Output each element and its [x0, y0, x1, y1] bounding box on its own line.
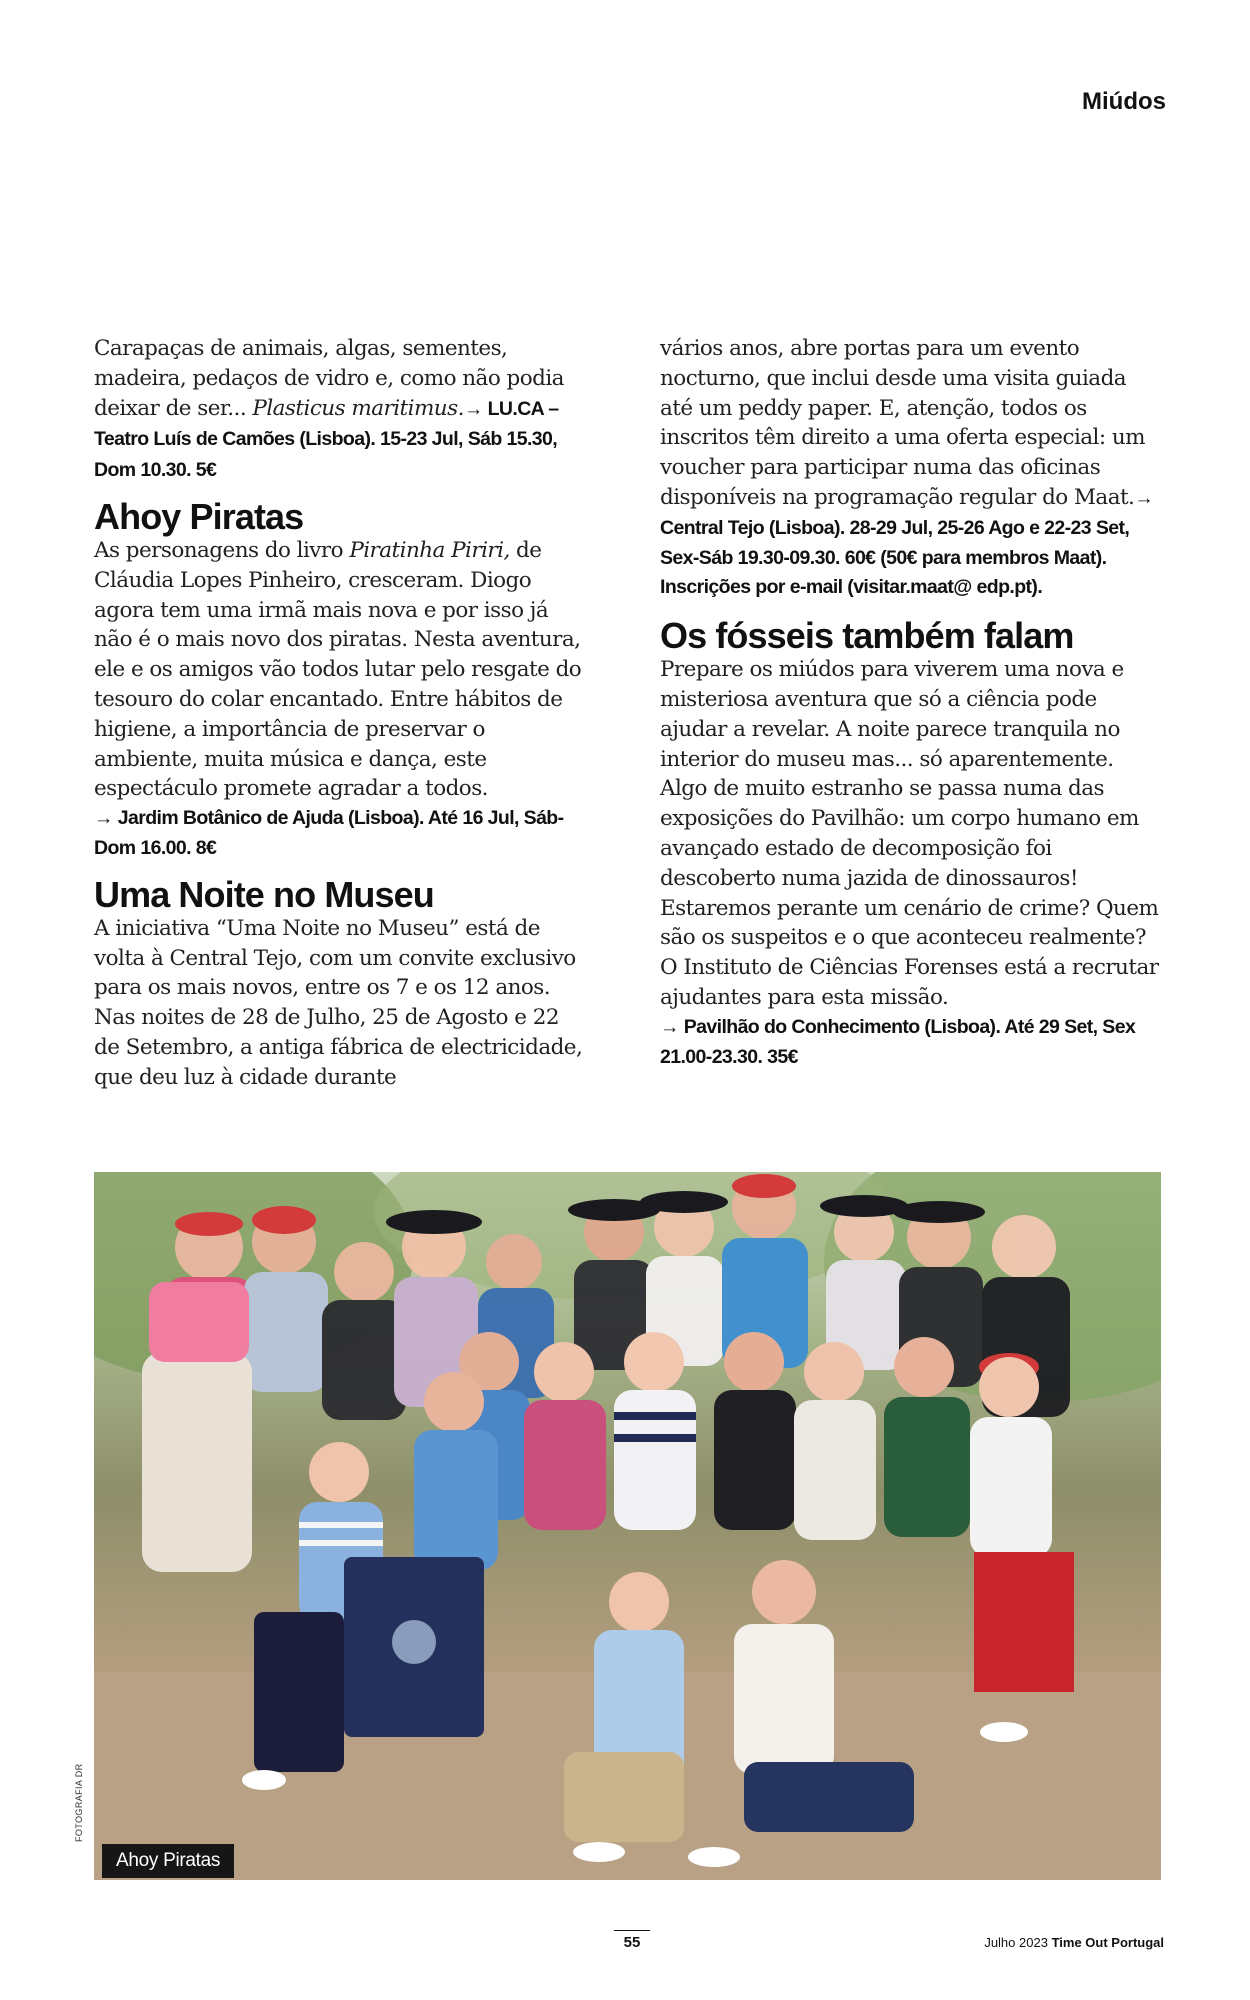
intro-info-text: LU.CA – Teatro Luís de Camões (Lisboa). 15-23 Jul, Sáb 15.30, Dom 10.30. 5€ — [94, 397, 559, 482]
footer-publication — [984, 1935, 1164, 1950]
ahoy-body-text-b: de Cláudia Lopes Pinheiro, cresceram. Diogo agora tem uma irmã mais nova e por isso já não é o mais novo dos piratas. Nesta aventura, ele e os amigos vão todos lutar pelo resgate do tesouro do colar encantado. Entre hábitos de higiene, a importância de preservar o ambiente, muita música e dança, este espectáculo promete agradar a todos. — [94, 537, 582, 802]
article-body-museu-part1: A iniciativa “Uma Noite no Museu” está de volta à Central Tejo, com um convite exclusivo para os mais novos, entre os 7 e os 12 anos. Nas noites de 28 de Julho, 25 de Agosto e 22 de Setembro, a antiga fábrica de electricidade, que deu luz à cidade durante — [94, 915, 583, 1090]
intro-italic: Plasticus maritimus. — [252, 395, 464, 421]
section-tag: Miúdos — [1082, 88, 1166, 115]
article-title-fosseis: Os fósseis também falam — [660, 615, 1074, 657]
footer-pub-name: Time Out Portugal — [1051, 1935, 1164, 1950]
ahoy-body-italic: Piratinha Piriri, — [349, 537, 510, 563]
article-title-ahoy: Ahoy Piratas — [94, 495, 304, 537]
article-body-fosseis: Prepare os miúdos para viverem uma nova e misteriosa aventura que só a ciência pode ajudar a revelar. A noite parece tranquila no interior do museu mas... só aparentemente. Algo de muito estranho se passa numa das exposições do Pavilhão: um corpo humano em avançado estado de decomposição foi descoberto numa jazida de dinossauros! Estaremos perante um cenário de crime? Quem são os suspeitos e o que aconteceu realmente? O Instituto de Ciências Forenses está a recrutar ajudantes para esta missão. — [660, 657, 1159, 1010]
footer-date: Julho 2023 — [984, 1935, 1048, 1950]
page-number: 55 — [614, 1930, 650, 1951]
photo-caption: Ahoy Piratas — [102, 1844, 234, 1878]
article-body-museu-part2: vários anos, abre portas para um evento nocturno, que inclui desde uma visita guiada até um peddy paper. E, atenção, todos os inscritos têm direito a uma oferta especial: um voucher para participar numa das oficinas disponíveis na programação regular do Maat. — [660, 336, 1145, 510]
arrow-icon: → — [463, 397, 483, 420]
intro-text: Carapaças de animais, algas, sementes, madeira, pedaços de vidro e, como não podia deixar de ser... — [94, 336, 564, 421]
photo-illustration — [94, 1172, 1161, 1880]
museu-info-text: Central Tejo (Lisboa). 28-29 Jul, 25-26 Ago e 22-23 Set, Sex-Sáb 19.30-09.30. 60€ (50€ para membros Maat). Inscrições por e-mail (visitar.maat@ edp.pt). — [660, 516, 1130, 599]
right-column — [660, 334, 1160, 1072]
intro-paragraph — [94, 334, 584, 486]
article-info-fosseis — [660, 1013, 1160, 1073]
article-body-ahoy — [94, 536, 584, 804]
article-title-museu: Uma Noite no Museu — [94, 873, 434, 915]
photo-credit: FOTOGRAFIA DR — [74, 1763, 84, 1842]
ahoy-body-text-a: As personagens do livro — [94, 537, 350, 563]
arrow-icon: → — [1134, 486, 1154, 509]
ahoy-info-text: Jardim Botânico de Ajuda (Lisboa). Até 16 Jul, Sáb-Dom 16.00. 8€ — [94, 807, 564, 859]
arrow-icon: → — [660, 1015, 679, 1038]
left-column — [94, 334, 584, 1093]
fosseis-info-text: Pavilhão do Conhecimento (Lisboa). Até 29 Set, Sex 21.00-23.30. 35€ — [660, 1015, 1136, 1068]
arrow-icon: → — [94, 807, 113, 830]
group-photo — [94, 1172, 1161, 1880]
article-info-ahoy — [94, 804, 584, 864]
